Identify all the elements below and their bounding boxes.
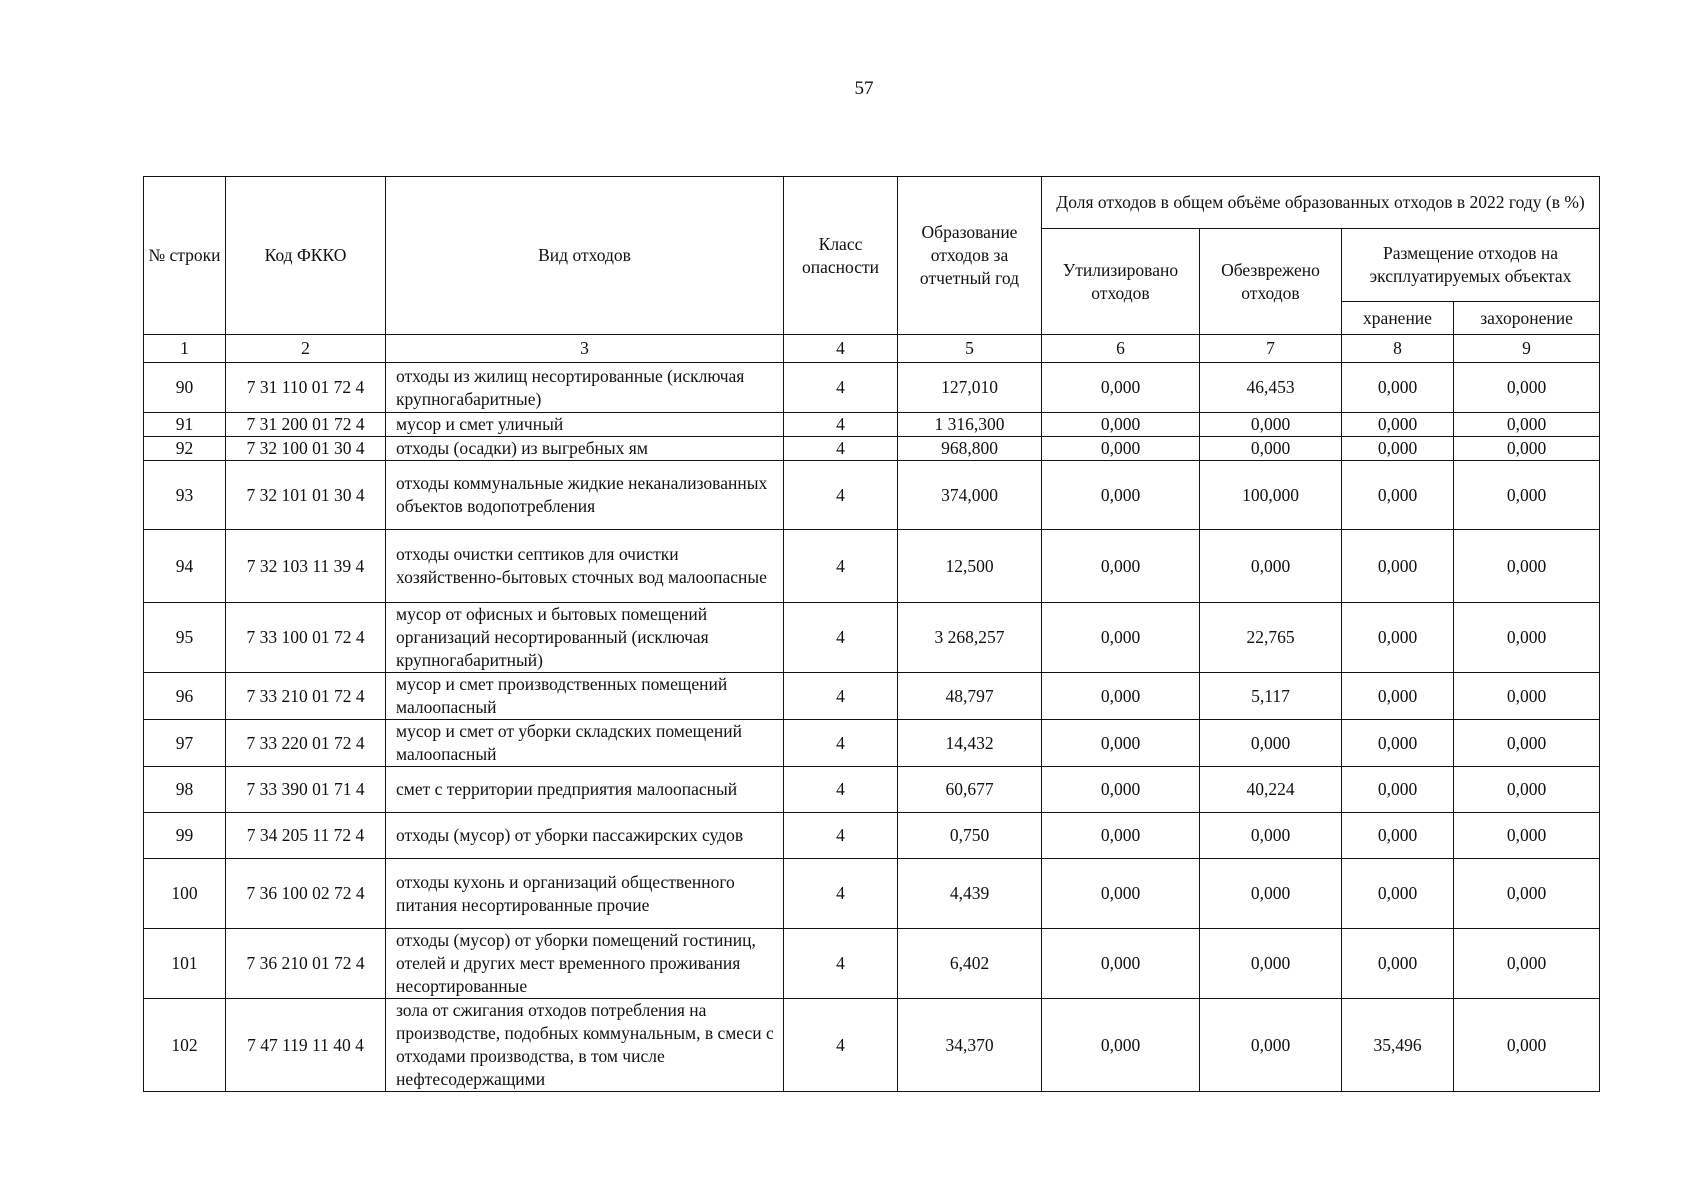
neutralized-cell: 0,000 <box>1200 720 1342 767</box>
waste-kind-cell: отходы из жилищ несортированные (исключая крупногабаритные) <box>386 363 784 413</box>
fkko-code-cell: 7 36 100 02 72 4 <box>226 859 386 929</box>
burial-cell: 0,000 <box>1454 363 1600 413</box>
burial-cell: 0,000 <box>1454 673 1600 720</box>
table-row <box>144 530 1600 603</box>
header-placement-group: Размещение отходов на эксплуатируемых объектах <box>1342 229 1600 302</box>
burial-cell: 0,000 <box>1454 461 1600 530</box>
row-number-cell: 93 <box>144 461 226 530</box>
storage-cell: 0,000 <box>1342 603 1454 673</box>
burial-cell: 0,000 <box>1454 813 1600 859</box>
utilized-cell: 0,000 <box>1042 363 1200 413</box>
header-share-group: Доля отходов в общем объёме образованных отходов в 2022 году (в %) <box>1042 177 1600 229</box>
generation-cell: 34,370 <box>898 999 1042 1092</box>
table-row <box>144 363 1600 413</box>
column-number: 3 <box>386 335 784 363</box>
table-row <box>144 603 1600 673</box>
neutralized-cell: 40,224 <box>1200 767 1342 813</box>
generation-cell: 127,010 <box>898 363 1042 413</box>
table-row <box>144 767 1600 813</box>
fkko-code-cell: 7 32 101 01 30 4 <box>226 461 386 530</box>
neutralized-cell: 0,000 <box>1200 859 1342 929</box>
column-number: 9 <box>1454 335 1600 363</box>
hazard-class-cell: 4 <box>784 767 898 813</box>
neutralized-cell: 46,453 <box>1200 363 1342 413</box>
header-generation: Образование отходов за отчетный год <box>898 177 1042 335</box>
table-row <box>144 813 1600 859</box>
waste-kind-cell: отходы (осадки) из выгребных ям <box>386 437 784 461</box>
neutralized-cell: 0,000 <box>1200 437 1342 461</box>
storage-cell: 0,000 <box>1342 929 1454 999</box>
hazard-class-cell: 4 <box>784 530 898 603</box>
storage-cell: 0,000 <box>1342 530 1454 603</box>
column-number: 1 <box>144 335 226 363</box>
generation-cell: 48,797 <box>898 673 1042 720</box>
header-neutralized: Обезврежено отходов <box>1200 229 1342 335</box>
waste-kind-cell: зола от сжигания отходов потребления на производстве, подобных коммунальным, в смеси с отходами производства, в том числе нефтесодержащими <box>386 999 784 1092</box>
hazard-class-cell: 4 <box>784 363 898 413</box>
utilized-cell: 0,000 <box>1042 673 1200 720</box>
row-number-cell: 101 <box>144 929 226 999</box>
header-hazard-class: Класс опасности <box>784 177 898 335</box>
fkko-code-cell: 7 36 210 01 72 4 <box>226 929 386 999</box>
burial-cell: 0,000 <box>1454 603 1600 673</box>
waste-kind-cell: смет с территории предприятия малоопасный <box>386 767 784 813</box>
header-code: Код ФККО <box>226 177 386 335</box>
utilized-cell: 0,000 <box>1042 859 1200 929</box>
header-utilized: Утилизировано отходов <box>1042 229 1200 335</box>
storage-cell: 0,000 <box>1342 767 1454 813</box>
hazard-class-cell: 4 <box>784 813 898 859</box>
hazard-class-cell: 4 <box>784 437 898 461</box>
column-number: 2 <box>226 335 386 363</box>
generation-cell: 14,432 <box>898 720 1042 767</box>
fkko-code-cell: 7 33 220 01 72 4 <box>226 720 386 767</box>
neutralized-cell: 5,117 <box>1200 673 1342 720</box>
waste-kind-cell: мусор от офисных и бытовых помещений организаций несортированный (исключая крупногабаритный) <box>386 603 784 673</box>
fkko-code-cell: 7 34 205 11 72 4 <box>226 813 386 859</box>
burial-cell: 0,000 <box>1454 413 1600 437</box>
burial-cell: 0,000 <box>1454 929 1600 999</box>
generation-cell: 374,000 <box>898 461 1042 530</box>
generation-cell: 4,439 <box>898 859 1042 929</box>
row-number-cell: 99 <box>144 813 226 859</box>
utilized-cell: 0,000 <box>1042 437 1200 461</box>
neutralized-cell: 0,000 <box>1200 929 1342 999</box>
row-number-cell: 95 <box>144 603 226 673</box>
storage-cell: 35,496 <box>1342 999 1454 1092</box>
waste-kind-cell: мусор и смет производственных помещений малоопасный <box>386 673 784 720</box>
table-row <box>144 859 1600 929</box>
column-numbers-row <box>144 335 1600 363</box>
storage-cell: 0,000 <box>1342 363 1454 413</box>
burial-cell: 0,000 <box>1454 767 1600 813</box>
table-row <box>144 929 1600 999</box>
column-number: 4 <box>784 335 898 363</box>
waste-kind-cell: мусор и смет уличный <box>386 413 784 437</box>
column-number: 6 <box>1042 335 1200 363</box>
waste-table <box>143 176 1600 1092</box>
storage-cell: 0,000 <box>1342 813 1454 859</box>
row-number-cell: 92 <box>144 437 226 461</box>
header-kind: Вид отходов <box>386 177 784 335</box>
generation-cell: 12,500 <box>898 530 1042 603</box>
table-row <box>144 437 1600 461</box>
generation-cell: 0,750 <box>898 813 1042 859</box>
burial-cell: 0,000 <box>1454 530 1600 603</box>
storage-cell: 0,000 <box>1342 720 1454 767</box>
fkko-code-cell: 7 33 100 01 72 4 <box>226 603 386 673</box>
fkko-code-cell: 7 31 200 01 72 4 <box>226 413 386 437</box>
row-number-cell: 102 <box>144 999 226 1092</box>
fkko-code-cell: 7 33 210 01 72 4 <box>226 673 386 720</box>
fkko-code-cell: 7 47 119 11 40 4 <box>226 999 386 1092</box>
row-number-cell: 97 <box>144 720 226 767</box>
table-row <box>144 461 1600 530</box>
column-number: 5 <box>898 335 1042 363</box>
storage-cell: 0,000 <box>1342 461 1454 530</box>
table-row <box>144 413 1600 437</box>
utilized-cell: 0,000 <box>1042 530 1200 603</box>
neutralized-cell: 0,000 <box>1200 530 1342 603</box>
neutralized-cell: 0,000 <box>1200 813 1342 859</box>
fkko-code-cell: 7 32 100 01 30 4 <box>226 437 386 461</box>
storage-cell: 0,000 <box>1342 859 1454 929</box>
table-body <box>144 363 1600 1092</box>
waste-kind-cell: отходы очистки септиков для очистки хозяйственно-бытовых сточных вод малоопасные <box>386 530 784 603</box>
row-number-cell: 91 <box>144 413 226 437</box>
table-row <box>144 673 1600 720</box>
row-number-cell: 100 <box>144 859 226 929</box>
burial-cell: 0,000 <box>1454 720 1600 767</box>
header-row-no: № строки <box>144 177 226 335</box>
hazard-class-cell: 4 <box>784 461 898 530</box>
column-number: 8 <box>1342 335 1454 363</box>
fkko-code-cell: 7 32 103 11 39 4 <box>226 530 386 603</box>
row-number-cell: 98 <box>144 767 226 813</box>
table-row <box>144 999 1600 1092</box>
hazard-class-cell: 4 <box>784 929 898 999</box>
hazard-class-cell: 4 <box>784 720 898 767</box>
waste-kind-cell: отходы коммунальные жидкие неканализованных объектов водопотребления <box>386 461 784 530</box>
hazard-class-cell: 4 <box>784 673 898 720</box>
hazard-class-cell: 4 <box>784 999 898 1092</box>
fkko-code-cell: 7 33 390 01 71 4 <box>226 767 386 813</box>
header-storage: хранение <box>1342 302 1454 335</box>
neutralized-cell: 100,000 <box>1200 461 1342 530</box>
waste-kind-cell: мусор и смет от уборки складских помещений малоопасный <box>386 720 784 767</box>
utilized-cell: 0,000 <box>1042 720 1200 767</box>
burial-cell: 0,000 <box>1454 859 1600 929</box>
generation-cell: 968,800 <box>898 437 1042 461</box>
utilized-cell: 0,000 <box>1042 461 1200 530</box>
hazard-class-cell: 4 <box>784 413 898 437</box>
generation-cell: 3 268,257 <box>898 603 1042 673</box>
storage-cell: 0,000 <box>1342 673 1454 720</box>
row-number-cell: 96 <box>144 673 226 720</box>
utilized-cell: 0,000 <box>1042 603 1200 673</box>
burial-cell: 0,000 <box>1454 999 1600 1092</box>
storage-cell: 0,000 <box>1342 437 1454 461</box>
fkko-code-cell: 7 31 110 01 72 4 <box>226 363 386 413</box>
waste-kind-cell: отходы кухонь и организаций общественного питания несортированные прочие <box>386 859 784 929</box>
generation-cell: 60,677 <box>898 767 1042 813</box>
storage-cell: 0,000 <box>1342 413 1454 437</box>
row-number-cell: 94 <box>144 530 226 603</box>
neutralized-cell: 0,000 <box>1200 413 1342 437</box>
generation-cell: 1 316,300 <box>898 413 1042 437</box>
header-burial: захоронение <box>1454 302 1600 335</box>
utilized-cell: 0,000 <box>1042 929 1200 999</box>
utilized-cell: 0,000 <box>1042 999 1200 1092</box>
generation-cell: 6,402 <box>898 929 1042 999</box>
column-number: 7 <box>1200 335 1342 363</box>
burial-cell: 0,000 <box>1454 437 1600 461</box>
utilized-cell: 0,000 <box>1042 413 1200 437</box>
utilized-cell: 0,000 <box>1042 813 1200 859</box>
page-number: 57 <box>854 78 874 99</box>
table-row <box>144 720 1600 767</box>
neutralized-cell: 0,000 <box>1200 999 1342 1092</box>
utilized-cell: 0,000 <box>1042 767 1200 813</box>
waste-kind-cell: отходы (мусор) от уборки пассажирских судов <box>386 813 784 859</box>
hazard-class-cell: 4 <box>784 859 898 929</box>
row-number-cell: 90 <box>144 363 226 413</box>
waste-kind-cell: отходы (мусор) от уборки помещений гостиниц, отелей и других мест временного проживания несортированные <box>386 929 784 999</box>
hazard-class-cell: 4 <box>784 603 898 673</box>
neutralized-cell: 22,765 <box>1200 603 1342 673</box>
